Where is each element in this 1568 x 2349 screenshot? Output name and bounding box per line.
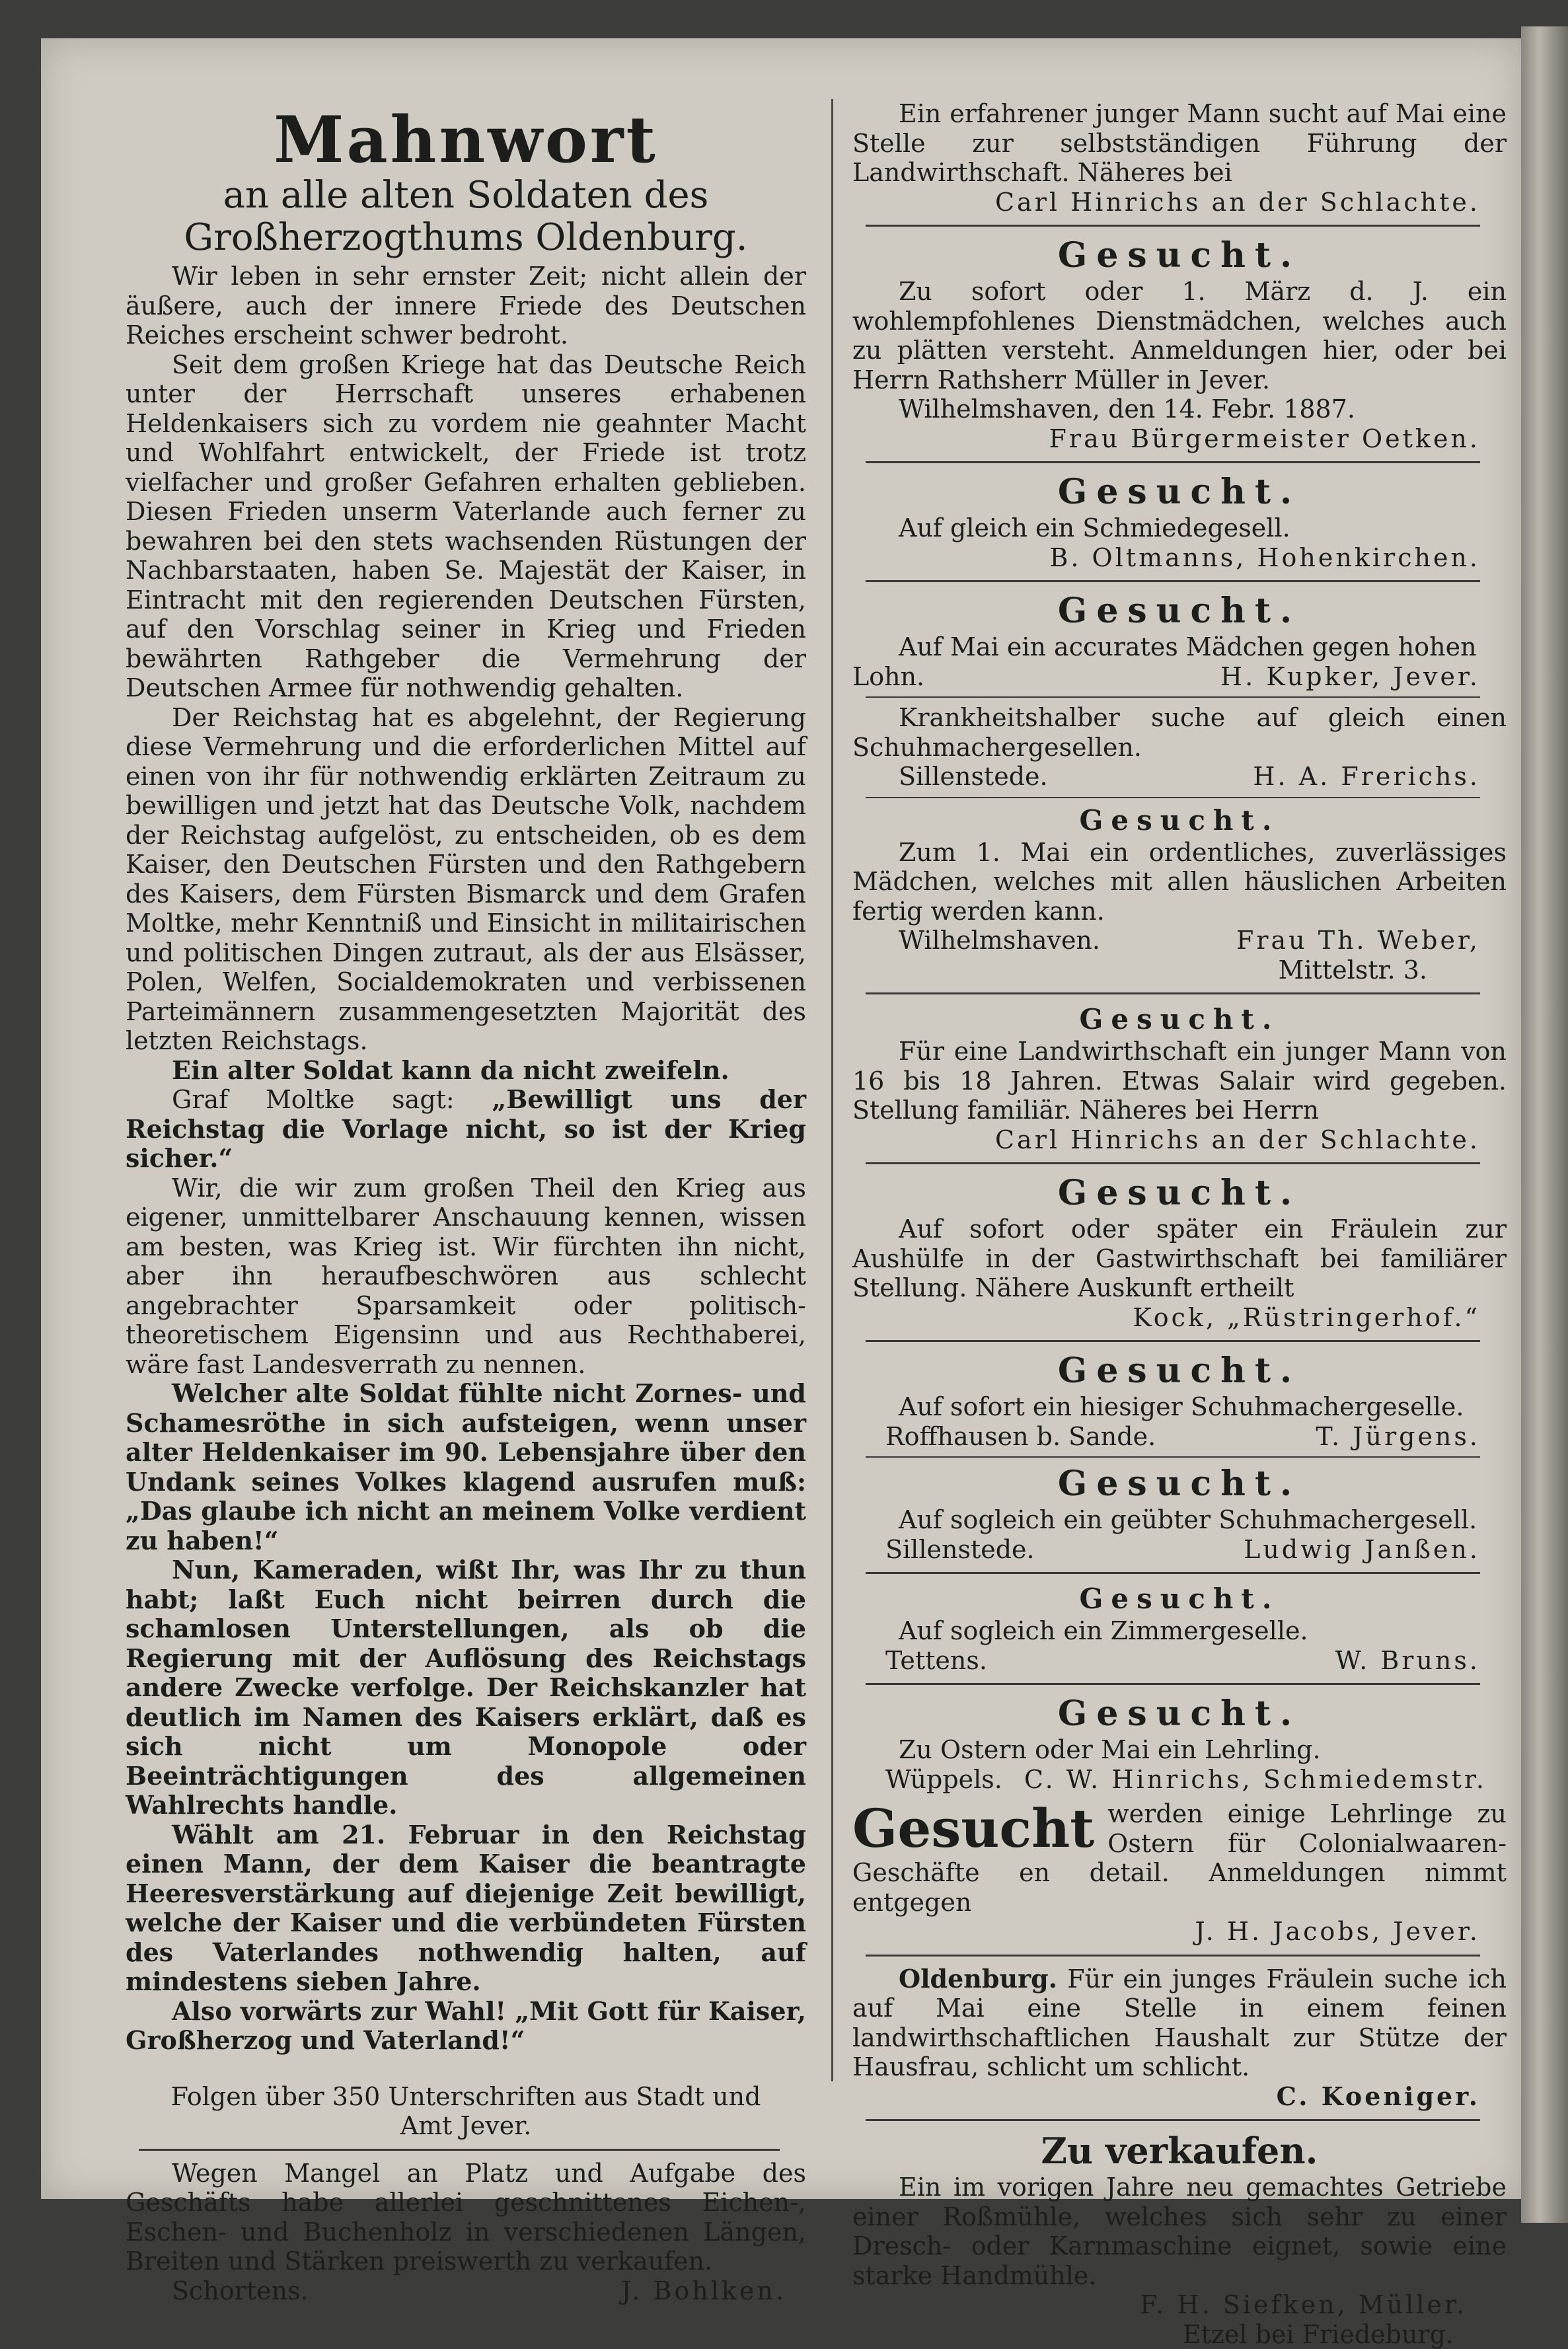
book-edge bbox=[1521, 26, 1568, 2223]
ad-name: C. Koeniger. bbox=[852, 2082, 1507, 2112]
wood-place: Schortens. bbox=[172, 2276, 309, 2306]
left-column bbox=[126, 66, 806, 2305]
ad-lohn: Lohn. bbox=[852, 662, 924, 692]
ad-footer bbox=[852, 1646, 1507, 1676]
wood-ad-footer bbox=[126, 2276, 806, 2306]
bold-paragraph: Also vorwärts zur Wahl! „Mit Gott für Kaiser, Großherzog und Vaterland!“ bbox=[126, 1997, 806, 2056]
ad-name: J. H. Jacobs, Jever. bbox=[852, 1917, 1507, 1947]
ad-name: B. Oltmanns, Hohenkirchen. bbox=[852, 543, 1507, 573]
article-title: Mahnwort bbox=[126, 106, 806, 174]
divider bbox=[866, 1955, 1480, 1957]
ad-text: Auf gleich ein Schmiedegesell. bbox=[852, 513, 1507, 543]
bold-paragraph: Welcher alte Soldat fühlte nicht Zornes- und Schamesröthe in sich aufsteigen, wenn unser alter Heldenkaiser im 90. Lebensjahre über den Undank seines Volkes klagend ausrufen muß: „Das glaube ich nicht an meinem Volke verdient zu haben!“ bbox=[126, 1379, 806, 1555]
ad-place: Wüppels. bbox=[885, 1765, 1002, 1795]
ad-date: Wilhelmshaven, den 14. Febr. 1887. bbox=[852, 394, 1507, 424]
ad-text: Für eine Landwirthschaft ein junger Mann von 16 bis 18 Jahren. Etwas Salair wird gegeben. Stellung familiär. Näheres bei Herrn bbox=[852, 1037, 1507, 1125]
lehrlinge-ad bbox=[852, 1799, 1507, 1947]
column-divider bbox=[831, 99, 833, 2081]
ad-contact: Carl Hinrichs an der Schlachte. bbox=[852, 1125, 1507, 1155]
moltke-prefix: Graf Moltke sagt: bbox=[172, 1085, 455, 1114]
divider bbox=[866, 2119, 1480, 2121]
ad-text-oldenburg bbox=[852, 1964, 1507, 2082]
divider bbox=[866, 1340, 1480, 1342]
wood-name: J. Bohlken. bbox=[621, 2276, 786, 2306]
ad-footer bbox=[852, 1535, 1507, 1565]
paragraph: Der Reichstag hat es abgelehnt, der Regierung diese Vermehrung und die erforderlichen Mittel auf einen von ihr für nothwendig erklärten Zeitraum zu bewilligen und jetzt hat das Deutsche Volk, nachdem der Reichstag aufgelöst, zu entscheiden, ob es dem Kaiser, den Deutschen Fürsten und den Rathgebern des Kaisers, dem Fürsten Bismarck und dem Grafen Moltke, mehr Kenntniß und Einsicht in militairischen und politischen Dingen zutraut, als der aus Elsässer, Polen, Welfen, Socialdemokraten und verbissenen Parteimännern zusammengesetzten Majorität des letzten Reichstags. bbox=[126, 703, 806, 1056]
ad-heading: Gesucht. bbox=[852, 590, 1507, 632]
divider bbox=[139, 2149, 780, 2151]
ad-text: Auf Mai ein accurates Mädchen gegen hohen bbox=[852, 632, 1507, 662]
ad-lead: Oldenburg. bbox=[899, 1964, 1057, 1994]
ad-footer bbox=[852, 762, 1507, 792]
signatures-note: Folgen über 350 Unterschriften aus Stadt und Amt Jever. bbox=[126, 2082, 806, 2141]
ad-place: Tettens. bbox=[885, 1646, 987, 1676]
moltke-quote-paragraph bbox=[126, 1085, 806, 1174]
sale-text: Ein im vorigen Jahre neu gemachtes Getriebe einer Roßmühle, welches sich sehr zu einer Dresch- oder Karnmaschine eignet, sowie eine starke Handmühle. bbox=[852, 2173, 1507, 2290]
divider bbox=[866, 696, 1480, 698]
ad-place: Sillenstede. bbox=[899, 762, 1048, 792]
ad-place: Roffhausen b. Sande. bbox=[885, 1422, 1156, 1452]
ad-text: werden einige Lehrlinge zu Ostern für Colonialwaaren-Geschäfte en detail. Anmeldungen nimmt entgegen bbox=[852, 1799, 1507, 1917]
ad-footer bbox=[852, 1765, 1507, 1795]
ad-name: H. A. Frerichs. bbox=[1253, 762, 1480, 792]
ad-text: Auf sogleich ein Zimmergeselle. bbox=[852, 1616, 1507, 1646]
ad-footer bbox=[852, 1422, 1507, 1452]
ad-street: Mittelstr. 3. bbox=[852, 955, 1507, 985]
ad-place: Wilhelmshaven. bbox=[899, 926, 1100, 955]
ad-heading: Gesucht. bbox=[852, 1582, 1507, 1616]
ad-text: Krankheitshalber suche auf gleich einen Schuhmachergesellen. bbox=[852, 703, 1507, 762]
ad-contact: Carl Hinrichs an der Schlachte. bbox=[852, 188, 1507, 217]
paragraph: Wir, die wir zum großen Theil den Krieg aus eigener, unmittelbarer Anschauung kennen, wissen am besten, was Krieg ist. Wir fürchten ihn nicht, aber ihn heraufbeschwören aus schlecht angebrachter Sparsamkeit oder politisch-theoretischem Eigensinn und aus Rechthaberei, wäre fast Landesverrath zu nennen. bbox=[126, 1174, 806, 1380]
ad-name: Frau Bürgermeister Oetken. bbox=[852, 424, 1507, 454]
divider bbox=[866, 1572, 1480, 1574]
ad-name: Frau Th. Weber, bbox=[1236, 926, 1480, 955]
divider bbox=[866, 580, 1480, 582]
ad-text: Auf sofort oder später ein Fräulein zur Aushülfe in der Gastwirthschaft bei familiärer Stellung. Nähere Auskunft ertheilt bbox=[852, 1214, 1507, 1303]
bold-paragraph: Nun, Kameraden, wißt Ihr, was Ihr zu thun habt; laßt Euch nicht beirren durch die schamlosen Unterstellungen, als ob die Regierung mit der Auflösung des Reichstags andere Zwecke verfolge. Der Reichskanzler hat deutlich im Namen des Kaisers erklärt, daß es sich nicht um Monopole oder Beeinträchtigungen des allgemeinen Wahlrechts handle. bbox=[126, 1555, 806, 1820]
ad-text: Zu sofort oder 1. März d. J. ein wohlempfohlenes Dienstmädchen, welches auch zu plätten versteht. Anmeldungen hier, oder bei Herrn Rathsherr Müller in Jever. bbox=[852, 277, 1507, 394]
sale-heading: Zu verkaufen. bbox=[852, 2129, 1507, 2173]
ad-heading: Gesucht. bbox=[852, 1463, 1507, 1505]
wood-ad: Wegen Mangel an Platz und Aufgabe des Geschäfts habe allerlei geschnittenes Eichen-, Eschen- und Buchenholz in verschiedenen Längen, Breiten und Stärken preiswerth zu verkaufen. bbox=[126, 2159, 806, 2276]
ad-text: Für ein junges Fräulein suche ich auf Mai eine Stelle in einem feinen landwirthschaftlichen Haushalt zur Stütze der Hausfrau, schlicht um schlicht. bbox=[852, 1964, 1507, 2082]
sale-place: Etzel bei Friedeburg. bbox=[852, 2320, 1507, 2349]
ad-big-heading: Gesucht bbox=[852, 1802, 1094, 1855]
bold-line: Ein alter Soldat kann da nicht zweifeln. bbox=[126, 1056, 806, 1086]
ad-text: Ein erfahrener junger Mann sucht auf Mai eine Stelle zur selbstständigen Führung der Landwirthschaft. Näheres bei bbox=[852, 99, 1507, 188]
ad-text: Auf sogleich ein geübter Schuhmachergesell. bbox=[852, 1505, 1507, 1535]
moltke-quote: „Bewilligt uns der Reichstag die Vorlage nicht, so ist der Krieg sicher.“ bbox=[126, 1084, 806, 1173]
ad-text: Auf sofort ein hiesiger Schuhmachergeselle. bbox=[852, 1392, 1507, 1422]
ad-name: C. W. Hinrichs, Schmiedemstr. bbox=[1024, 1765, 1487, 1795]
ad-footer bbox=[852, 662, 1507, 692]
ad-heading: Gesucht. bbox=[852, 1693, 1507, 1735]
divider bbox=[866, 797, 1480, 798]
ad-name: Ludwig Janßen. bbox=[1244, 1535, 1480, 1565]
ad-heading: Gesucht. bbox=[852, 803, 1507, 838]
ad-text: Zu Ostern oder Mai ein Lehrling. bbox=[852, 1735, 1507, 1765]
paragraph: Seit dem großen Kriege hat das Deutsche Reich unter der Herrschaft unseres erhabenen Heldenkaisers sich zu vordem nie geahnter Macht und Wohlfahrt entwickelt, der Friede ist trotz vielfacher und großer Gefahren erhalten geblieben. Diesen Frieden unserm Vaterlande auch ferner zu bewahren bei den stets wachsenden Rüstungen der Nachbarstaaten, haben Se. Majestät der Kaiser, in Eintracht mit den regierenden Deutschen Fürsten, auf den Vorschlag seiner in Krieg und Frieden bewährten Rathgeber die Vermehrung der Deutschen Armee für nothwendig gehalten. bbox=[126, 350, 806, 703]
ad-heading: Gesucht. bbox=[852, 471, 1507, 513]
ad-place: Sillenstede. bbox=[885, 1535, 1035, 1565]
ad-name: T. Jürgens. bbox=[1316, 1422, 1480, 1452]
ad-name: W. Bruns. bbox=[1335, 1646, 1480, 1676]
ad-name: H. Kupker, Jever. bbox=[1220, 662, 1480, 692]
ad-heading: Gesucht. bbox=[852, 1002, 1507, 1037]
ad-heading: Gesucht. bbox=[852, 1350, 1507, 1392]
right-column bbox=[852, 99, 1507, 2349]
ad-text: Zum 1. Mai ein ordentliches, zuverlässiges Mädchen, welches mit allen häuslichen Arbeiten fertig werden kann. bbox=[852, 838, 1507, 926]
article-subtitle: an alle alten Soldaten des Großherzogthums Oldenburg. bbox=[126, 174, 806, 259]
ad-footer bbox=[852, 926, 1507, 955]
sale-name: F. H. Siefken, Müller. bbox=[852, 2290, 1507, 2320]
bold-paragraph: Wählt am 21. Februar in den Reichstag einen Mann, der dem Kaiser die beantragte Heeresverstärkung auf diejenige Zeit bewilligt, welche der Kaiser und die verbündeten Fürsten des Vaterlandes nothwendig halten, auf mindestens sieben Jahre. bbox=[126, 1820, 806, 1997]
divider bbox=[866, 461, 1480, 463]
divider bbox=[866, 1683, 1480, 1685]
divider bbox=[866, 225, 1480, 227]
paragraph: Wir leben in sehr ernster Zeit; nicht allein der äußere, auch der innere Friede des Deutschen Reiches erscheint schwer bedroht. bbox=[126, 262, 806, 350]
divider bbox=[866, 1456, 1480, 1458]
ad-name: Kock, „Rüstringerhof.“ bbox=[852, 1303, 1507, 1333]
divider bbox=[866, 992, 1480, 994]
ad-heading: Gesucht. bbox=[852, 1172, 1507, 1214]
divider bbox=[866, 1162, 1480, 1164]
ad-heading: Gesucht. bbox=[852, 235, 1507, 277]
